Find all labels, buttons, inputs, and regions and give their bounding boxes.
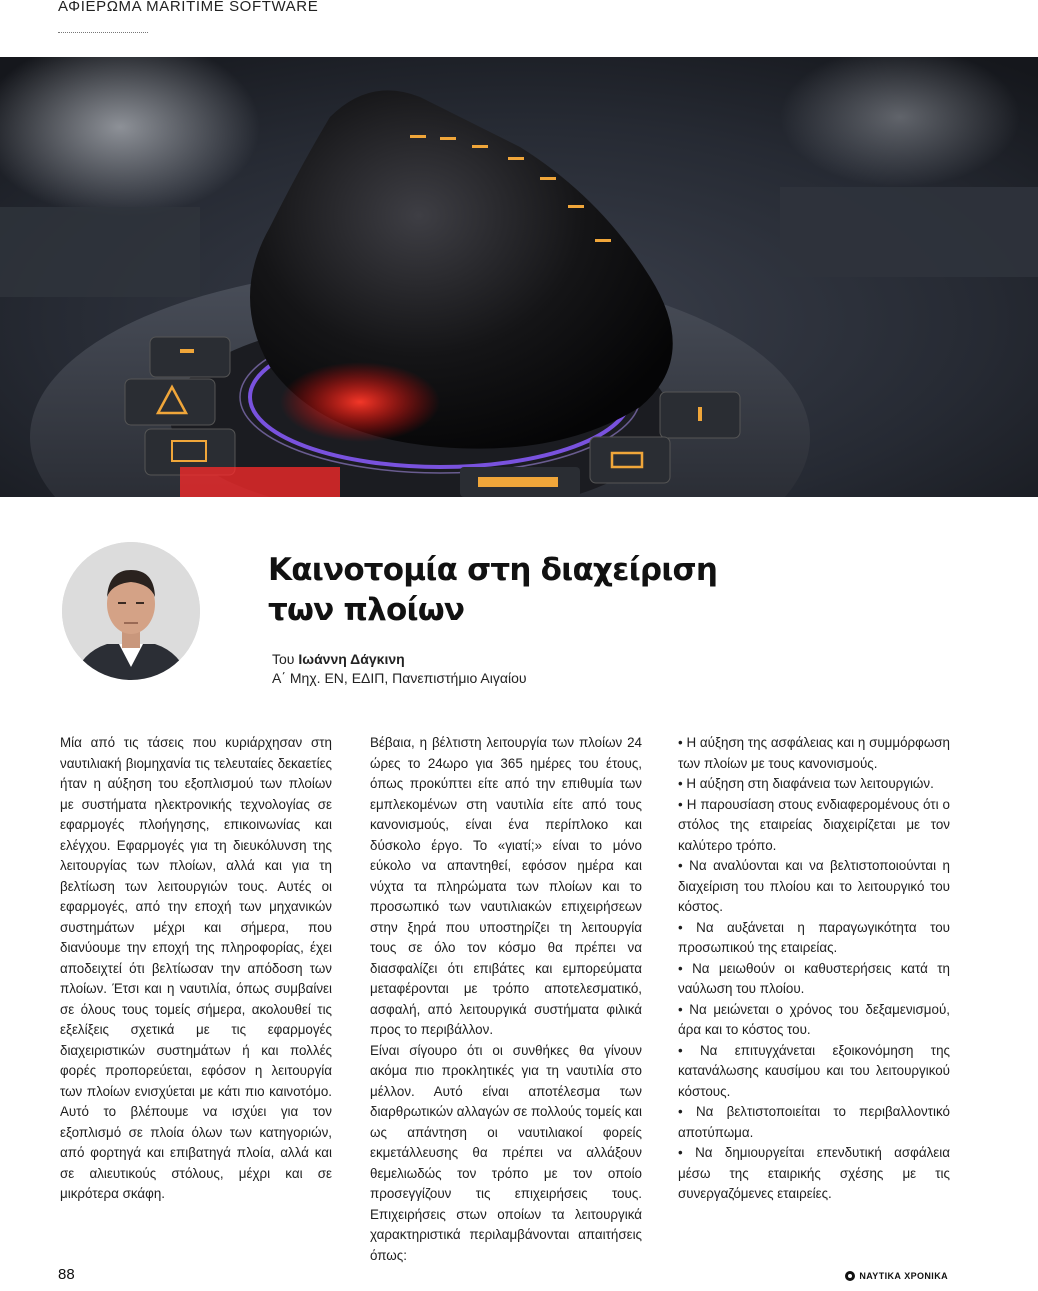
author-portrait xyxy=(62,542,200,680)
list-item: • Η αύξηση στη διαφάνεια των λειτουργιών. xyxy=(678,776,934,791)
text-column-2 xyxy=(370,733,642,1266)
list-item: • Να δημιουργείται επενδυτική ασφάλεια μέσω της εταιρικής σχέσης με τις συνεργαζόμενες εταιρείες. xyxy=(678,1145,950,1201)
brand-name: ΝΑΥΤΙΚΑ ΧΡΟΝΙΚΑ xyxy=(859,1271,948,1281)
throttle-control-photo xyxy=(0,57,1038,497)
author-affiliation: Α΄ Μηχ. ΕΝ, ΕΔΙΠ, Πανεπιστήμιο Αιγαίου xyxy=(272,670,527,686)
paragraph: Μία από τις τάσεις που κυριάρχησαν στη ναυτιλιακή βιομηχανία τις τελευταίες δεκαετίες ήταν η αύξηση του εξοπλισμού των πλοίων με συστήματα ηλεκτρονικής τεχνολογίας σε εφαρμογές πλοήγησης, επικοινωνίας και ελέγχου. Εφαρμογές για τη διευκόλυνση της λειτουργίας των πλοίων, αλλά και για τη βελτίωση των λειτουργιών τους. Αυτές οι εφαρμογές, από την εποχή των μηχανικών συστημάτων μέχρι και σήμερα, που διανύουμε την εποχή της πληροφορίας, έχει αποδειχτεί ότι βελτίωσαν την απόδοση των πλοίων. Έτσι και η ναυτιλία, όπως συμβαίνει σε όλους τους τομείς σήμερα, ακολουθεί τις εξελίξεις σχετικά με τις εφαρμογές διαχειριστικών συστημάτων ή και πολλές φορές προπορεύεται, εφόσον η λειτουργία των πλοίων ενισχύεται με κάτι πιο καινοτόμο. Αυτό το βλέπουμε να ισχύει για τον εξοπλισμό σε πλοία όλων των κατηγοριών, από φορτηγά και επιβατηγά πλοία, αλλά και σε αλιευτικούς στόλους, μέχρι και σε μικρότερα σκάφη. xyxy=(60,735,332,1201)
publication-brand xyxy=(845,1271,948,1281)
section-label: ΑΦΙΕΡΩΜΑ MARITIME SOFTWARE xyxy=(58,0,319,15)
brand-logo-icon xyxy=(845,1271,855,1281)
text-column-3 xyxy=(678,733,950,1205)
paragraph: Βέβαια, η βέλτιστη λειτουργία των πλοίων 24 ώρες το 24ωρο για 365 ημέρες του έτους, όπως προκύπτει είτε από την επιθυμία των εμπλεκομένων στη ναυτιλία είτε από τους κανονισμούς, είναι ένα περίπλοκο και δύσκολο έργο. Το «γιατί;» είναι το μόνο εύκολο να απαντηθεί, εφόσον ημέρα και νύχτα τα πληρώματα των πλοίων και το προσωπικό των ναυτιλιακών επιχειρήσεων στην ξηρά που υποστηρίζει τη λειτουργία τους σε όλο τον κόσμο θα πρέπει να διασφαλίζει ότι επιβάτες και εμπορεύματα μεταφέρονται με τρόπο αποτελεσματικό, ασφαλή, από λειτουργικά συστήματα φιλικά προς το περιβάλλον. xyxy=(370,735,642,1037)
author-byline xyxy=(272,650,527,688)
article-title: Καινοτομία στη διαχείριση των πλοίων xyxy=(268,552,718,628)
page-number: 88 xyxy=(58,1266,75,1283)
list-item: • Να αναλύονται και να βελτιστοποιούνται η διαχείριση του πλοίου και το λειτουργικό του κόστος. xyxy=(678,858,950,914)
author-photo xyxy=(62,542,200,680)
list-item: • Να βελτιστοποιείται το περιβαλλοντικό αποτύπωμα. xyxy=(678,1104,950,1140)
list-item: • Η αύξηση της ασφάλειας και η συμμόρφωση των πλοίων με τους κανονισμούς. xyxy=(678,735,950,771)
author-name: Ιωάννη Δάγκινη xyxy=(298,651,405,667)
list-item: • Η παρουσίαση στους ενδιαφερομένους ότι ο στόλος της εταιρείας διαχειρίζεται με τον καλύτερο τρόπο. xyxy=(678,796,950,853)
paragraph: Είναι σίγουρο ότι οι συνθήκες θα γίνουν ακόμα πιο προκλητικές για τη ναυτιλία στο μέλλον. Αυτό είναι αποτέλεσμα των διαρθρωτικών αλλαγών σε πολλούς τομείς και ως απάντηση οι ναυτιλιακοί φορείς εκμετάλλευσης θα πρέπει να αλλάξουν θεμελιωδώς τον τρόπο με τον οποίο προσεγγίζουν τις επιχειρήσεις τους. Επιχειρήσεις στων οποίων τα λειτουργικά χαρακτηριστικά περιλαμβάνονται απαιτήσεις όπως: xyxy=(370,1042,642,1263)
header-divider xyxy=(58,32,148,33)
list-item: • Να μειωθούν οι καθυστερήσεις κατά τη ναύλωση του πλοίου. xyxy=(678,960,950,996)
author-line xyxy=(272,650,527,669)
author-prefix: Του xyxy=(272,651,295,667)
list-item: • Να επιτυγχάνεται εξοικονόμηση της κατανάλωσης καυσίμου και του λειτουργικού κόστους. xyxy=(678,1042,950,1099)
list-item: • Να μειώνεται ο χρόνος του δεξαμενισμού, άρα και το κόστος του. xyxy=(678,1001,950,1037)
list-item: • Να αυξάνεται η παραγωγικότητα του προσωπικού της εταιρείας. xyxy=(678,919,950,955)
hero-image xyxy=(0,57,1038,497)
text-column-1 xyxy=(60,733,332,1205)
